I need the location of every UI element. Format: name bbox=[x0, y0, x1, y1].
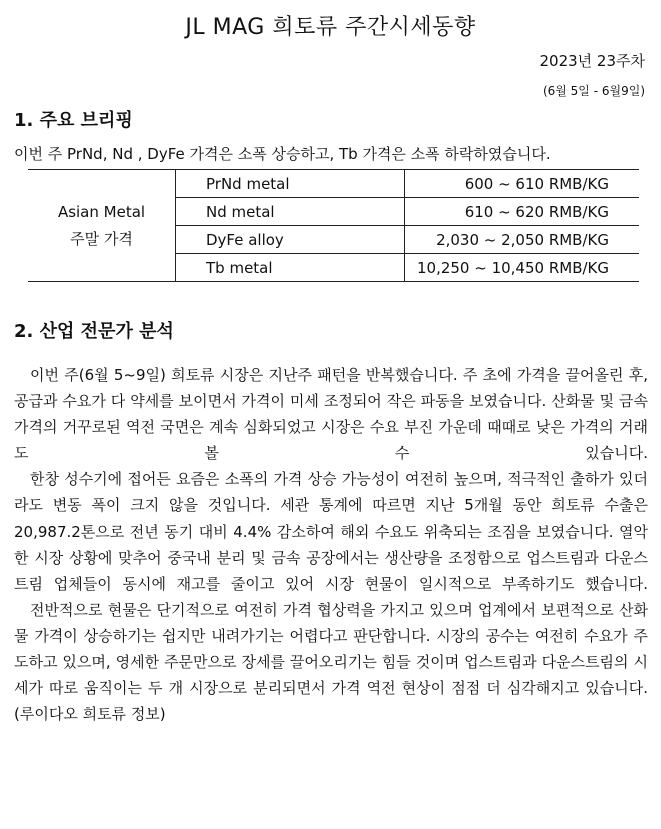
section-heading-analysis: 2. 산업 전문가 분석 bbox=[14, 321, 174, 342]
metal-price: 600 ~ 610 RMB/KG bbox=[405, 170, 640, 198]
metal-name: DyFe alloy bbox=[176, 226, 405, 254]
metal-name: Tb metal bbox=[176, 254, 405, 282]
analysis-body bbox=[14, 362, 648, 727]
metal-name: PrNd metal bbox=[176, 170, 405, 198]
week-label: 2023년 23주차 bbox=[539, 52, 645, 70]
analysis-paragraph: 한창 성수기에 접어든 요즘은 소폭의 가격 상승 가능성이 여전히 높으며, 적극적인 출하가 있더라도 변동 폭이 크지 않을 것입니다. 세관 통계에 따르면 지난 5개월 동안 희토류 수출은 20,987.2톤으로 전년 동기 대비 4.4% 감소하여 해외 수요도 위축되는 조짐을 보였습니다. 열악한 시장 상황에 맞추어 중국내 분리 및 금속 공장에서는 생산량을 조정함으로 업스트림과 다운스트림 업체들이 동시에 재고를 줄이고 있어 시장 현물이 일시적으로 부족하기도 했습니다. bbox=[14, 470, 648, 593]
date-range: (6월 5일 - 6월9일) bbox=[542, 84, 645, 98]
price-group-label bbox=[28, 170, 176, 282]
table-row bbox=[28, 170, 639, 198]
metal-price: 2,030 ~ 2,050 RMB/KG bbox=[405, 226, 640, 254]
analysis-paragraph: 전반적으로 현물은 단기적으로 여전히 가격 협상력을 가지고 있으며 업계에서 보편적으로 산화물 가격이 상승하기는 쉽지만 내려가기는 어렵다고 판단합니다. 시장의 공수는 여전히 수요가 주도하고 있으며, 영세한 주문만으로 장세를 끌어오리기는 힘들 것이며 업스트림과 다운스트림의 시세가 따로 움직이는 두 개 시장으로 분리되면서 가격 역전 현상이 점점 더 심각해지고 있습니다.(루이다오 희토류 정보) bbox=[14, 600, 648, 724]
metal-price: 610 ~ 620 RMB/KG bbox=[405, 198, 640, 226]
metal-price: 10,250 ~ 10,450 RMB/KG bbox=[405, 254, 640, 282]
briefing-summary: 이번 주 PrNd, Nd , DyFe 가격은 소폭 상승하고, Tb 가격은 소폭 하락하였습니다. bbox=[14, 145, 551, 163]
group-label-source: Asian Metal bbox=[57, 202, 146, 221]
group-label-period: 주말 가격 bbox=[70, 229, 133, 248]
section-heading-briefing: 1. 주요 브리핑 bbox=[14, 110, 133, 131]
analysis-paragraph: 이번 주(6월 5~9일) 희토류 시장은 지난주 패턴을 반복했습니다. 주 초에 가격을 끌어올린 후, 공급과 수요가 다 약세를 보이면서 가격이 미세 조정되어 작은 파동을 보였습니다. 산화물 및 금속 가격의 거꾸로된 역전 국면은 계속 심화되었고 시장은 수요 부진 가운데 때때로 낮은 가격의 거래도 볼 수 있습니다. bbox=[14, 366, 648, 463]
metal-name: Nd metal bbox=[176, 198, 405, 226]
document-title: JL MAG 희토류 주간시세동향 bbox=[185, 15, 476, 40]
price-table bbox=[28, 169, 639, 282]
